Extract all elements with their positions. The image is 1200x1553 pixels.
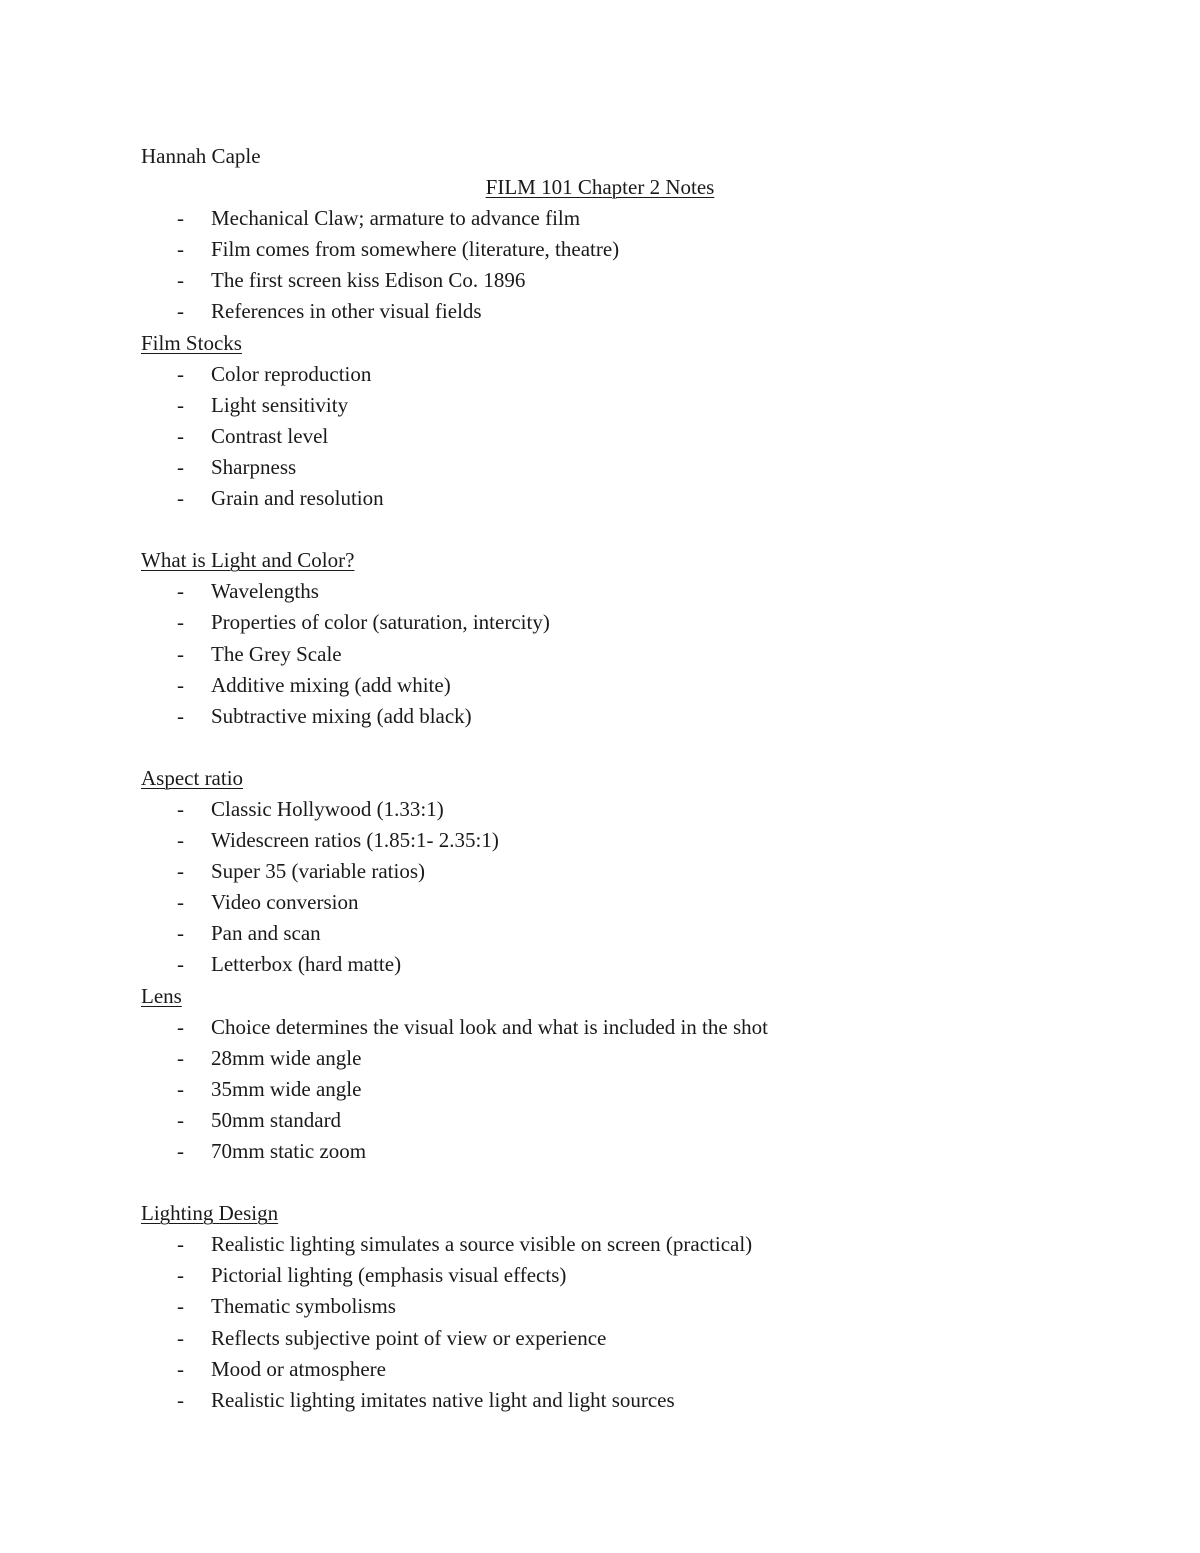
list-item-text: Mood or atmosphere — [211, 1356, 386, 1381]
list-item — [141, 296, 1061, 327]
section-heading — [141, 545, 1061, 576]
list-item — [141, 390, 1061, 421]
list-item — [141, 265, 1061, 296]
list-item-text: Contrast level — [211, 423, 329, 448]
list-item — [141, 949, 1061, 980]
list-item-text: Mechanical Claw; armature to advance film — [211, 206, 581, 231]
list-item-text: 50mm standard — [211, 1107, 342, 1132]
list-item — [141, 1291, 1061, 1322]
list-item — [141, 825, 1061, 856]
list-item-text: 35mm wide angle — [211, 1076, 362, 1101]
list-item — [141, 639, 1061, 670]
list-item — [141, 918, 1061, 949]
section-lighting-design — [141, 1198, 1061, 1416]
bullet-dash: - — [177, 921, 184, 946]
bullet-dash: - — [177, 1014, 184, 1039]
list-item-text: Wavelengths — [211, 579, 319, 604]
section-heading-text: What is Light and Color? — [141, 548, 355, 573]
list-item — [141, 1012, 1061, 1043]
list-item-text: Realistic lighting imitates native light and light sources — [211, 1387, 675, 1412]
bullet-dash: - — [177, 299, 184, 324]
bullet-dash: - — [177, 1045, 184, 1070]
list-item-text: Additive mixing (add white) — [211, 672, 451, 697]
bullet-dash: - — [177, 392, 184, 417]
bullet-dash: - — [177, 1076, 184, 1101]
list-item — [141, 421, 1061, 452]
bullet-dash: - — [177, 1107, 184, 1132]
list-item — [141, 856, 1061, 887]
list-item — [141, 234, 1061, 265]
list-item-text: Thematic symbolisms — [211, 1294, 396, 1319]
list-item — [141, 670, 1061, 701]
list-item-text: Subtractive mixing (add black) — [211, 703, 472, 728]
section-lens — [141, 981, 1061, 1168]
blank-line — [141, 732, 1061, 763]
section-heading-text: Lighting Design — [141, 1201, 279, 1226]
bullet-dash: - — [177, 1139, 184, 1163]
list-item — [141, 1105, 1061, 1136]
intro-list — [141, 203, 1061, 327]
bullet-dash: - — [177, 952, 184, 977]
list-item — [141, 607, 1061, 638]
list-item-text: Properties of color (saturation, intercity) — [211, 610, 550, 635]
section-light-and-color — [141, 545, 1061, 732]
bullet-dash: - — [177, 361, 184, 386]
bullet-dash: - — [177, 268, 184, 293]
list-item — [141, 1074, 1061, 1105]
list-item-text: Letterbox (hard matte) — [211, 952, 402, 977]
list-item-text: The Grey Scale — [211, 641, 342, 666]
list-item-text: Super 35 (variable ratios) — [211, 859, 426, 884]
bullet-dash: - — [177, 796, 184, 821]
bullet-dash: - — [177, 1325, 184, 1350]
bullet-dash: - — [177, 206, 184, 231]
list-item — [141, 1043, 1061, 1074]
bullet-dash: - — [177, 1356, 184, 1381]
list-item — [141, 794, 1061, 825]
list-item-text: Pictorial lighting (emphasis visual effects) — [211, 1263, 567, 1288]
list-item-text: Classic Hollywood (1.33:1) — [211, 796, 444, 821]
list-item — [141, 1136, 1061, 1167]
list-item-text: Light sensitivity — [211, 392, 349, 417]
list-item — [141, 1385, 1061, 1416]
bullet-dash: - — [177, 1294, 184, 1319]
list-item — [141, 483, 1061, 514]
list-item — [141, 887, 1061, 918]
list-item-text: 28mm wide angle — [211, 1045, 362, 1070]
author-name: Hannah Caple — [141, 144, 261, 168]
list-item — [141, 576, 1061, 607]
list-item — [141, 203, 1061, 234]
bullet-dash: - — [177, 672, 184, 697]
bullet-dash: - — [177, 1263, 184, 1288]
bullet-dash: - — [177, 237, 184, 262]
section-heading — [141, 328, 1061, 359]
bullet-dash: - — [177, 828, 184, 853]
list-item-text: Color reproduction — [211, 361, 372, 386]
list-item-text: Reflects subjective point of view or experience — [211, 1325, 607, 1350]
list-item — [141, 452, 1061, 483]
list-item — [141, 701, 1061, 732]
section-heading — [141, 1198, 1061, 1229]
bullet-dash: - — [177, 1387, 184, 1412]
list-item — [141, 1260, 1061, 1291]
section-heading — [141, 981, 1061, 1012]
bullet-dash: - — [177, 423, 184, 448]
list-item-text: Choice determines the visual look and what is included in the shot — [211, 1014, 768, 1039]
section-aspect-ratio — [141, 763, 1061, 981]
bullet-dash: - — [177, 486, 184, 511]
section-heading-text: Aspect ratio — [141, 765, 244, 790]
bullet-dash: - — [177, 641, 184, 666]
list-item-text: Film comes from somewhere (literature, theatre) — [211, 237, 620, 262]
list-item — [141, 1354, 1061, 1385]
bullet-dash: - — [177, 1232, 184, 1257]
list-item — [141, 359, 1061, 390]
list-item-text: The first screen kiss Edison Co. 1896 — [211, 268, 526, 293]
document-body — [141, 141, 1061, 1416]
section-heading-text: Film Stocks — [141, 330, 242, 355]
list-item-text: Realistic lighting simulates a source visible on screen (practical) — [211, 1232, 753, 1257]
list-item-text: Sharpness — [211, 454, 297, 479]
bullet-dash: - — [177, 579, 184, 604]
bullet-dash: - — [177, 703, 184, 728]
list-item-text: Pan and scan — [211, 921, 321, 946]
bullet-dash: - — [177, 890, 184, 915]
list-item-text: 70mm static zoom — [211, 1139, 367, 1163]
list-item-text: Video conversion — [211, 890, 359, 915]
blank-line — [141, 1167, 1061, 1198]
list-item-text: Widescreen ratios (1.85:1- 2.35:1) — [211, 828, 499, 853]
section-heading — [141, 763, 1061, 794]
section-heading-text: Lens — [141, 983, 182, 1008]
list-item — [141, 1323, 1061, 1354]
bullet-dash: - — [177, 859, 184, 884]
section-film-stocks — [141, 328, 1061, 515]
document-title-text: FILM 101 Chapter 2 Notes — [485, 175, 715, 200]
blank-line — [141, 514, 1061, 545]
list-item-text: References in other visual fields — [211, 299, 482, 324]
document-title — [141, 172, 1059, 203]
list-item-text: Grain and resolution — [211, 486, 384, 511]
list-item — [141, 1229, 1061, 1260]
bullet-dash: - — [177, 454, 184, 479]
bullet-dash: - — [177, 610, 184, 635]
